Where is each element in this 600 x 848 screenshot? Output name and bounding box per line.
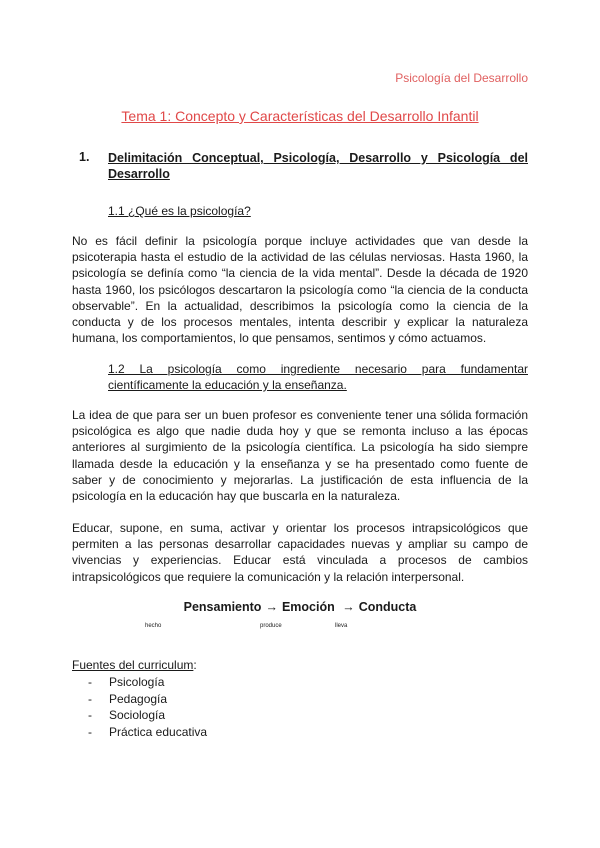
arrow-right-icon: →: [265, 600, 278, 614]
section-title: Delimitación Conceptual, Psicología, Desarrollo y Psicología del Desarrollo: [108, 151, 528, 181]
concept-flow: [0, 600, 600, 614]
flow-thought: Pensamiento: [183, 600, 262, 614]
curriculum-sources-list: [88, 674, 207, 740]
flow-note-2: produce: [260, 623, 282, 629]
curriculum-sources-label: Fuentes del curriculum:: [72, 658, 197, 672]
paragraph-2: La idea de que para ser un buen profesor es conveniente tener una sólida formación psicológica es algo que nadie duda hoy y que se remonta incluso a las épocas anteriores al surgimiento de la psicología científica. La psicología ha sido siempre llamada desde la educación y la enseñanza y se ha presentado como fuente de saber y de conocimiento y mejorarlas. La justificación de esta influencia de la psicología en la educación hay que buscarla en la naturaleza.: [72, 408, 528, 504]
list-item: - Psicología: [88, 675, 165, 689]
list-item: - Pedagogía: [88, 691, 168, 706]
arrow-right-icon: →: [342, 600, 355, 614]
list-item: - Práctica educativa: [88, 724, 208, 739]
subsection-1-1-title: 1.1 ¿Qué es la psicología?: [108, 204, 251, 218]
flow-behavior: Conducta: [358, 600, 417, 614]
paragraph-3: Educar, supone, en suma, activar y orientar los procesos intrapsicológicos que permiten a las personas desarrollar capacidades nuevas y ampliar su campo de vivencias y experiencias. Educar está vinculada a procesos de cambios intrapsicológicos que requiere la comunicación y la relación interpersonal.: [72, 521, 528, 584]
page-header: Psicología del Desarrollo: [395, 71, 528, 85]
flow-note-3: lleva: [335, 623, 348, 629]
flow-emotion: Emoción: [281, 600, 335, 614]
flow-note-1: hecho: [145, 623, 162, 629]
list-item: - Sociología: [88, 708, 166, 722]
section-number: 1.: [79, 150, 90, 164]
document-title: Tema 1: Concepto y Características del Desarrollo Infantil: [121, 108, 479, 124]
subsection-1-2-title: 1.2 La psicología como ingrediente necesario para fundamentar científicamente la educación y la enseñanza.: [108, 362, 528, 392]
paragraph-1: No es fácil definir la psicología porque incluye actividades que van desde la psicoterapia hasta el estudio de la actividad de las células nerviosas. Hasta 1960, la psicología se definía como “la ciencia de la vida mental”. Desde la década de 1920 hasta 1960, los psicólogos descartaron la psicología como “la ciencia de la conducta observable”. En la actualidad, describimos la psicología como la ciencia de la conducta y de los procesos mentales, intenta describir y explicar la naturaleza humana, los comportamientos, lo que pensamos, sentimos y cómo actuamos.: [72, 234, 528, 346]
